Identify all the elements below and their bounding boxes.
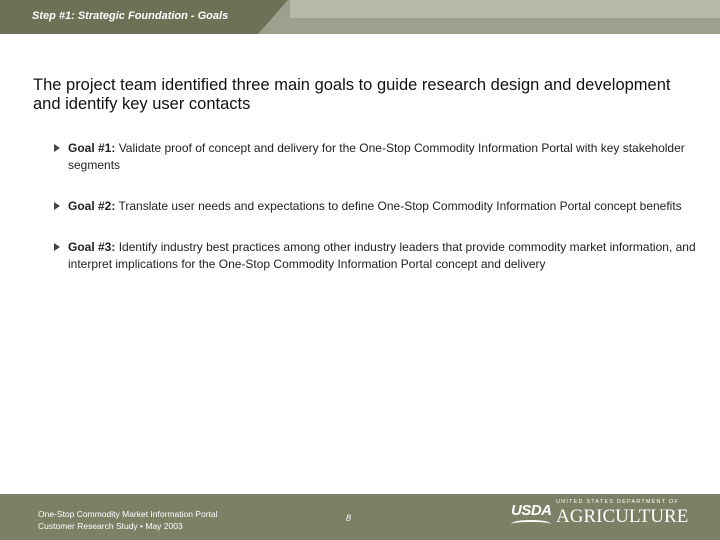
- department-label: UNITED STATES DEPARTMENT OF: [556, 499, 679, 505]
- agriculture-wordmark: AGRICULTURE: [556, 506, 689, 527]
- usda-logo: [511, 502, 551, 528]
- triangle-bullet-icon: [54, 144, 60, 152]
- goal-label: Goal #3:: [68, 240, 116, 254]
- footer-line-1: One-Stop Commodity Market Information Portal: [38, 509, 218, 519]
- footer: [0, 494, 720, 540]
- usda-swoosh-icon: [511, 520, 551, 528]
- goal-text: Validate proof of concept and delivery for the One-Stop Commodity Information Portal with key stakeholder segments: [68, 141, 685, 172]
- triangle-bullet-icon: [54, 202, 60, 210]
- page-number: 8: [346, 513, 352, 523]
- slide-headline: The project team identified three main goals to guide research design and development and identify key user contacts: [33, 76, 671, 113]
- goal-text: Translate user needs and expectations to define One-Stop Commodity Information Portal concept benefits: [115, 199, 682, 213]
- goal-text: Identify industry best practices among other industry leaders that provide commodity market information, and interpret implications for the One-Stop Commodity Information Portal concept and delivery: [68, 240, 696, 271]
- goal-item-1: [54, 140, 704, 174]
- header-accent: [290, 0, 720, 18]
- goal-label: Goal #1:: [68, 141, 116, 155]
- goal-item-3: [54, 239, 704, 273]
- footer-line-2: Customer Research Study • May 2003: [38, 521, 183, 531]
- goals-list: [54, 140, 704, 297]
- goal-label: Goal #2:: [68, 199, 116, 213]
- triangle-bullet-icon: [54, 243, 60, 251]
- goal-item-2: [54, 198, 704, 215]
- step-title: Step #1: Strategic Foundation - Goals: [32, 10, 229, 22]
- footer-caption: [38, 508, 218, 532]
- usda-logo-text: USDA: [511, 502, 552, 519]
